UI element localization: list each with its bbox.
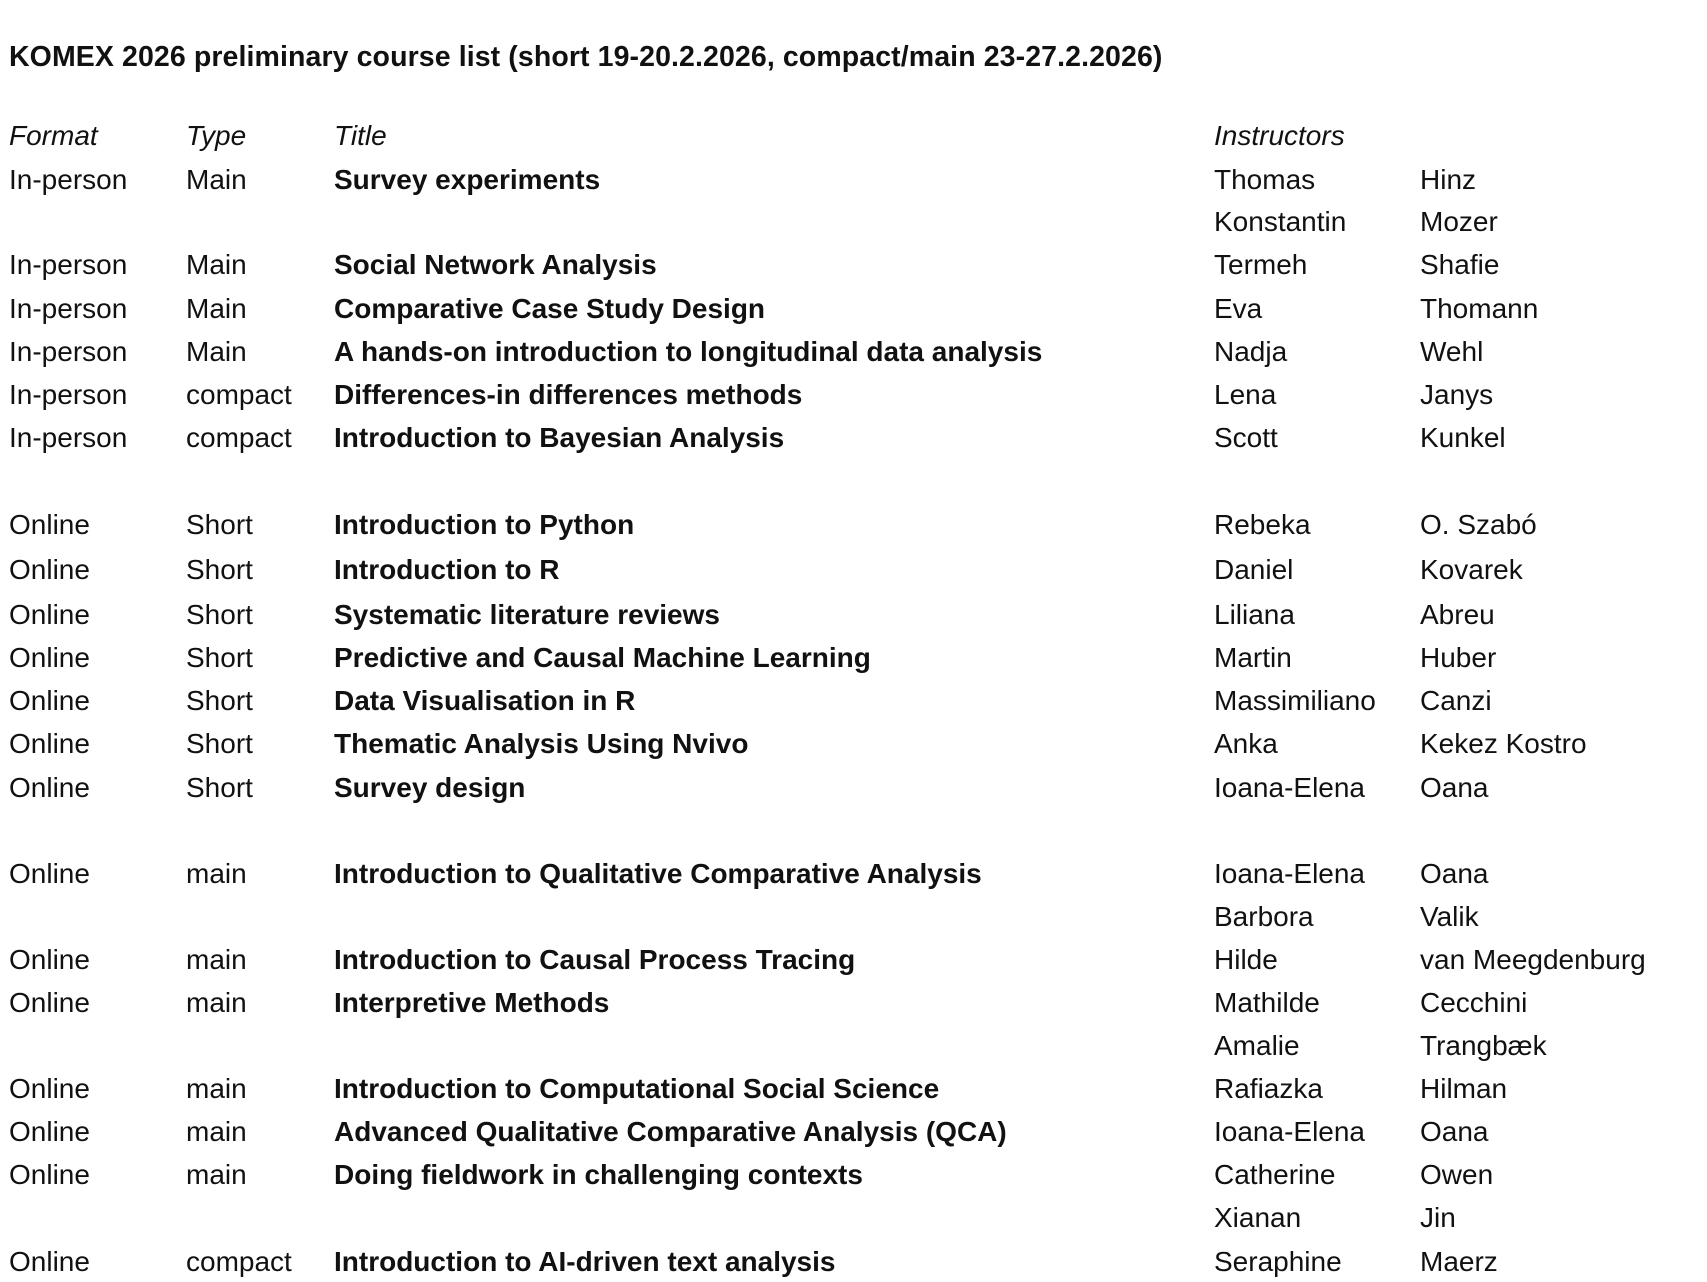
course-title-cell: A hands-on introduction to longitudinal data analysis (334, 336, 1043, 367)
instructor-first-name: Ioana-Elena (1214, 1116, 1366, 1147)
instructor-first-name: Martin (1214, 642, 1292, 673)
course-title-cell: Introduction to R (334, 554, 560, 585)
table-row (0, 160, 1707, 200)
instructor-first-name: Konstantin (1214, 206, 1347, 237)
table-row (0, 681, 1707, 721)
instructor-first-name: Seraphine (1214, 1246, 1342, 1277)
instructor-first-name: Rebeka (1214, 509, 1311, 540)
format-cell: In-person (9, 164, 128, 195)
table-row (0, 595, 1707, 635)
instructor-first-name: Lena (1214, 379, 1277, 410)
course-title-cell: Survey experiments (334, 164, 601, 195)
table-row (0, 505, 1707, 545)
type-cell: Short (186, 642, 253, 673)
type-cell: main (186, 1073, 247, 1104)
table-row (0, 1026, 1707, 1066)
table-row (0, 1198, 1707, 1238)
type-cell: Short (186, 509, 253, 540)
format-cell: Online (9, 1159, 90, 1190)
type-cell: main (186, 1159, 247, 1190)
instructor-first-name: Ioana-Elena (1214, 772, 1366, 803)
format-cell: In-person (9, 379, 128, 410)
course-title-cell: Thematic Analysis Using Nvivo (334, 728, 749, 759)
instructor-first-name: Barbora (1214, 901, 1314, 932)
instructor-first-name: Hilde (1214, 944, 1278, 975)
header-type: Type (186, 120, 247, 151)
instructor-first-name: Catherine (1214, 1159, 1336, 1190)
table-row (0, 1242, 1707, 1282)
instructor-first-name: Anka (1214, 728, 1278, 759)
instructor-last-name: Thomann (1420, 293, 1539, 324)
instructor-last-name: Valik (1420, 901, 1479, 932)
table-row (0, 1112, 1707, 1152)
instructor-last-name: Mozer (1420, 206, 1498, 237)
type-cell: compact (186, 1246, 292, 1277)
instructor-last-name: Oana (1420, 1116, 1489, 1147)
instructor-last-name: Cecchini (1420, 987, 1528, 1018)
instructor-last-name: O. Szabó (1420, 509, 1537, 540)
instructor-first-name: Rafiazka (1214, 1073, 1323, 1104)
table-row (0, 983, 1707, 1023)
format-cell: Online (9, 987, 90, 1018)
instructor-last-name: Abreu (1420, 599, 1495, 630)
format-cell: In-person (9, 422, 128, 453)
table-row (0, 940, 1707, 980)
format-cell: Online (9, 1073, 90, 1104)
instructor-last-name: Kovarek (1420, 554, 1523, 585)
instructor-first-name: Liliana (1214, 599, 1295, 630)
header-format: Format (9, 120, 98, 151)
instructor-first-name: Nadja (1214, 336, 1288, 367)
format-cell: In-person (9, 249, 128, 280)
course-title-cell: Data Visualisation in R (334, 685, 636, 716)
format-cell: In-person (9, 293, 128, 324)
type-cell: Main (186, 336, 247, 367)
course-title-cell: Survey design (334, 772, 526, 803)
format-cell: Online (9, 509, 90, 540)
instructor-last-name: Hinz (1420, 164, 1477, 195)
header-title: Title (334, 120, 387, 151)
course-title-cell: Introduction to Python (334, 509, 635, 540)
page-title: KOMEX 2026 preliminary course list (short 19-20.2.2026, compact/main 23-27.2.2026) (9, 41, 1163, 73)
course-title-cell: Introduction to AI-driven text analysis (334, 1246, 836, 1277)
table-header-row (0, 116, 1707, 156)
instructor-first-name: Scott (1214, 422, 1278, 453)
table-row (0, 332, 1707, 372)
instructor-last-name: Maerz (1420, 1246, 1498, 1277)
type-cell: Short (186, 728, 253, 759)
type-cell: Short (186, 685, 253, 716)
course-title-cell: Predictive and Causal Machine Learning (334, 642, 871, 673)
course-title-cell: Comparative Case Study Design (334, 293, 766, 324)
table-row (0, 768, 1707, 808)
course-title-cell: Introduction to Causal Process Tracing (334, 944, 856, 975)
type-cell: Short (186, 599, 253, 630)
course-title-cell: Introduction to Qualitative Comparative Analysis (334, 858, 982, 889)
format-cell: Online (9, 858, 90, 889)
format-cell: Online (9, 944, 90, 975)
instructor-last-name: Trangbæk (1420, 1030, 1547, 1061)
course-title-cell: Social Network Analysis (334, 249, 657, 280)
instructor-first-name: Massimiliano (1214, 685, 1376, 716)
format-cell: In-person (9, 336, 128, 367)
course-title-cell: Introduction to Bayesian Analysis (334, 422, 785, 453)
table-row (0, 724, 1707, 764)
instructor-last-name: Jin (1420, 1202, 1456, 1233)
instructor-first-name: Termeh (1214, 249, 1308, 280)
format-cell: Online (9, 642, 90, 673)
instructor-first-name: Eva (1214, 293, 1263, 324)
instructor-last-name: Janys (1420, 379, 1494, 410)
instructor-last-name: Oana (1420, 858, 1489, 889)
format-cell: Online (9, 685, 90, 716)
type-cell: Short (186, 772, 253, 803)
table-row (0, 550, 1707, 590)
instructor-first-name: Ioana-Elena (1214, 858, 1366, 889)
type-cell: main (186, 1116, 247, 1147)
type-cell: Main (186, 249, 247, 280)
type-cell: main (186, 858, 247, 889)
course-title-cell: Interpretive Methods (334, 987, 610, 1018)
course-title-cell: Doing fieldwork in challenging contexts (334, 1159, 863, 1190)
type-cell: Short (186, 554, 253, 585)
instructor-last-name: Owen (1420, 1159, 1494, 1190)
instructor-first-name: Mathilde (1214, 987, 1320, 1018)
course-title-cell: Differences-in differences methods (334, 379, 803, 410)
instructor-last-name: Kekez Kostro (1420, 728, 1587, 759)
course-title-cell: Systematic literature reviews (334, 599, 720, 630)
instructor-last-name: Oana (1420, 772, 1489, 803)
table-row (0, 202, 1707, 242)
format-cell: Online (9, 1116, 90, 1147)
format-cell: Online (9, 728, 90, 759)
instructor-first-name: Daniel (1214, 554, 1294, 585)
format-cell: Online (9, 554, 90, 585)
table-row (0, 289, 1707, 329)
instructor-last-name: Kunkel (1420, 422, 1506, 453)
type-cell: main (186, 944, 247, 975)
type-cell: Main (186, 164, 247, 195)
table-row (0, 418, 1707, 458)
format-cell: Online (9, 1246, 90, 1277)
instructor-last-name: Hilman (1420, 1073, 1508, 1104)
table-row (0, 638, 1707, 678)
course-title-cell: Introduction to Computational Social Science (334, 1073, 940, 1104)
header-instructors: Instructors (1214, 120, 1345, 151)
instructor-last-name: Huber (1420, 642, 1497, 673)
instructor-last-name: van Meegdenburg (1420, 944, 1646, 975)
course-title-cell: Advanced Qualitative Comparative Analysis (QCA) (334, 1116, 1007, 1147)
format-cell: Online (9, 599, 90, 630)
instructor-last-name: Wehl (1420, 336, 1484, 367)
type-cell: compact (186, 422, 292, 453)
instructor-last-name: Canzi (1420, 685, 1492, 716)
table-row (0, 1155, 1707, 1195)
table-row (0, 245, 1707, 285)
instructor-first-name: Amalie (1214, 1030, 1300, 1061)
instructor-first-name: Thomas (1214, 164, 1316, 195)
table-row (0, 897, 1707, 937)
instructor-first-name: Xianan (1214, 1202, 1302, 1233)
instructor-last-name: Shafie (1420, 249, 1500, 280)
type-cell: main (186, 987, 247, 1018)
table-row (0, 854, 1707, 894)
table-row (0, 375, 1707, 415)
type-cell: Main (186, 293, 247, 324)
table-row (0, 1069, 1707, 1109)
type-cell: compact (186, 379, 292, 410)
format-cell: Online (9, 772, 90, 803)
